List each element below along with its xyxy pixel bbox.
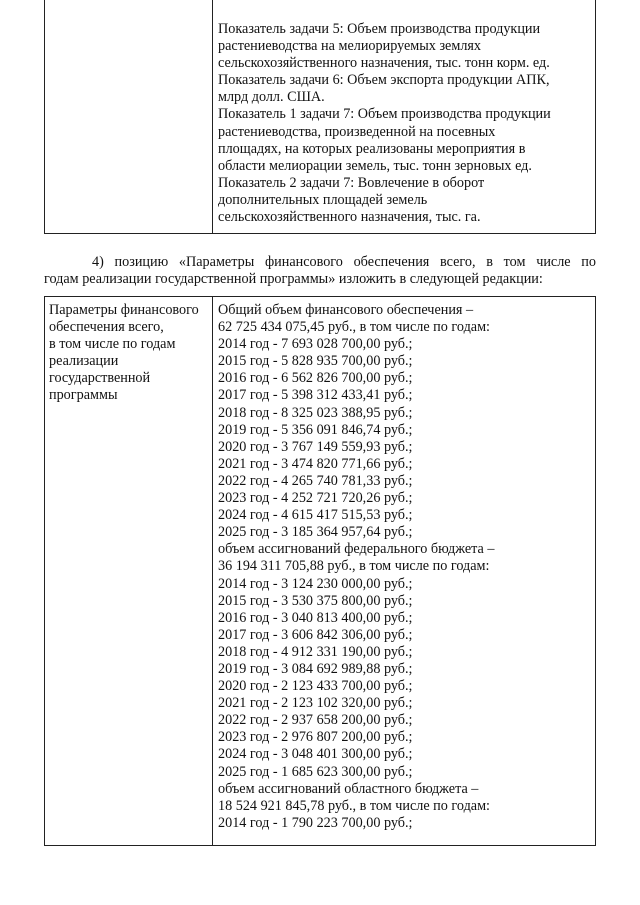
indicator-line: дополнительных площадей земель xyxy=(218,191,428,208)
finance-value-line: 2015 год - 3 530 375 800,00 руб.; xyxy=(218,592,413,609)
paragraph-line: годам реализации государственной программы» изложить в следующей редакции: xyxy=(44,271,543,288)
finance-value-line: объем ассигнований областного бюджета – xyxy=(218,780,479,797)
finance-value-line: 2023 год - 4 252 721 720,26 руб.; xyxy=(218,490,413,507)
paragraph-line: 4) позицию «Параметры финансового обеспечения всего, в том числе по xyxy=(92,254,596,270)
finance-value-line: 2022 год - 2 937 658 200,00 руб.; xyxy=(218,712,413,729)
finance-value-line: 2023 год - 2 976 807 200,00 руб.; xyxy=(218,729,413,746)
finance-value-line: 2017 год - 5 398 312 433,41 руб.; xyxy=(218,387,413,404)
finance-value-line: 2018 год - 4 912 331 190,00 руб.; xyxy=(218,643,413,660)
finance-value-line: 62 725 434 075,45 руб., в том числе по годам: xyxy=(218,319,490,336)
finance-value-line: 2025 год - 3 185 364 957,64 руб.; xyxy=(218,524,413,541)
finance-value-line: 2014 год - 1 790 223 700,00 руб.; xyxy=(218,814,413,831)
indicator-line: сельскохозяйственного назначения, тыс. тонн корм. ед. xyxy=(218,55,550,72)
finance-value-line: 2014 год - 7 693 028 700,00 руб.; xyxy=(218,336,413,353)
finance-value-line: 2024 год - 3 048 401 300,00 руб.; xyxy=(218,746,413,763)
finance-value-line: 2018 год - 8 325 023 388,95 руб.; xyxy=(218,404,413,421)
finance-table xyxy=(44,296,596,846)
indicator-line: растениеводства, произведенной на посевных xyxy=(218,123,496,140)
finance-label-line: Параметры финансового xyxy=(49,302,199,318)
finance-value-line: 2017 год - 3 606 842 306,00 руб.; xyxy=(218,626,413,643)
indicators-value-cell xyxy=(213,0,595,233)
finance-value-line: 2024 год - 4 615 417 515,53 руб.; xyxy=(218,507,413,524)
amendment-paragraph xyxy=(44,254,596,288)
finance-value-line: 2022 год - 4 265 740 781,33 руб.; xyxy=(218,472,413,489)
indicator-line: млрд долл. США. xyxy=(218,89,325,106)
indicator-line: площадях, на которых реализованы мероприятия в xyxy=(218,140,526,157)
finance-value-line: 2025 год - 1 685 623 300,00 руб.; xyxy=(218,763,413,780)
finance-value-line: 2016 год - 3 040 813 400,00 руб.; xyxy=(218,609,413,626)
finance-value-line: 2021 год - 2 123 102 320,00 руб.; xyxy=(218,695,413,712)
indicator-line: сельскохозяйственного назначения, тыс. га. xyxy=(218,209,481,226)
indicator-line: Показатель 2 задачи 7: Вовлечение в оборот xyxy=(218,174,485,191)
finance-value-line: 18 524 921 845,78 руб., в том числе по годам: xyxy=(218,797,490,814)
indicators-label-cell xyxy=(45,0,213,233)
finance-value-line: 36 194 311 705,88 руб., в том числе по годам: xyxy=(218,558,490,575)
indicator-line: области мелиорации земель, тыс. тонн зерновых ед. xyxy=(218,157,532,174)
finance-label-cell xyxy=(45,297,213,845)
finance-label-line: в том числе по годам xyxy=(49,336,176,353)
indicators-table xyxy=(44,0,596,234)
finance-value-line: Общий объем финансового обеспечения – xyxy=(218,302,474,318)
finance-value-line: 2021 год - 3 474 820 771,66 руб.; xyxy=(218,455,413,472)
finance-value-line: 2016 год - 6 562 826 700,00 руб.; xyxy=(218,370,413,387)
finance-value-cell xyxy=(213,297,595,845)
finance-value-line: 2019 год - 5 356 091 846,74 руб.; xyxy=(218,421,413,438)
finance-value-line: 2014 год - 3 124 230 000,00 руб.; xyxy=(218,575,413,592)
finance-value-line: 2015 год - 5 828 935 700,00 руб.; xyxy=(218,353,413,370)
finance-value-line: 2020 год - 3 767 149 559,93 руб.; xyxy=(218,438,413,455)
indicator-line: Показатель задачи 6: Объем экспорта продукции АПК, xyxy=(218,72,550,89)
finance-label-line: обеспечения всего, xyxy=(49,319,164,336)
finance-label-line: реализации xyxy=(49,353,119,370)
indicator-line: Показатель задачи 5: Объем производства продукции xyxy=(218,21,541,37)
finance-label-line: государственной xyxy=(49,370,151,387)
finance-label-line: программы xyxy=(49,387,118,404)
indicator-line: растениеводства на мелиорируемых землях xyxy=(218,38,482,55)
finance-value-line: 2019 год - 3 084 692 989,88 руб.; xyxy=(218,660,413,677)
indicator-line: Показатель 1 задачи 7: Объем производства продукции xyxy=(218,106,551,123)
finance-value-line: объем ассигнований федерального бюджета – xyxy=(218,541,495,558)
finance-value-line: 2020 год - 2 123 433 700,00 руб.; xyxy=(218,678,413,695)
